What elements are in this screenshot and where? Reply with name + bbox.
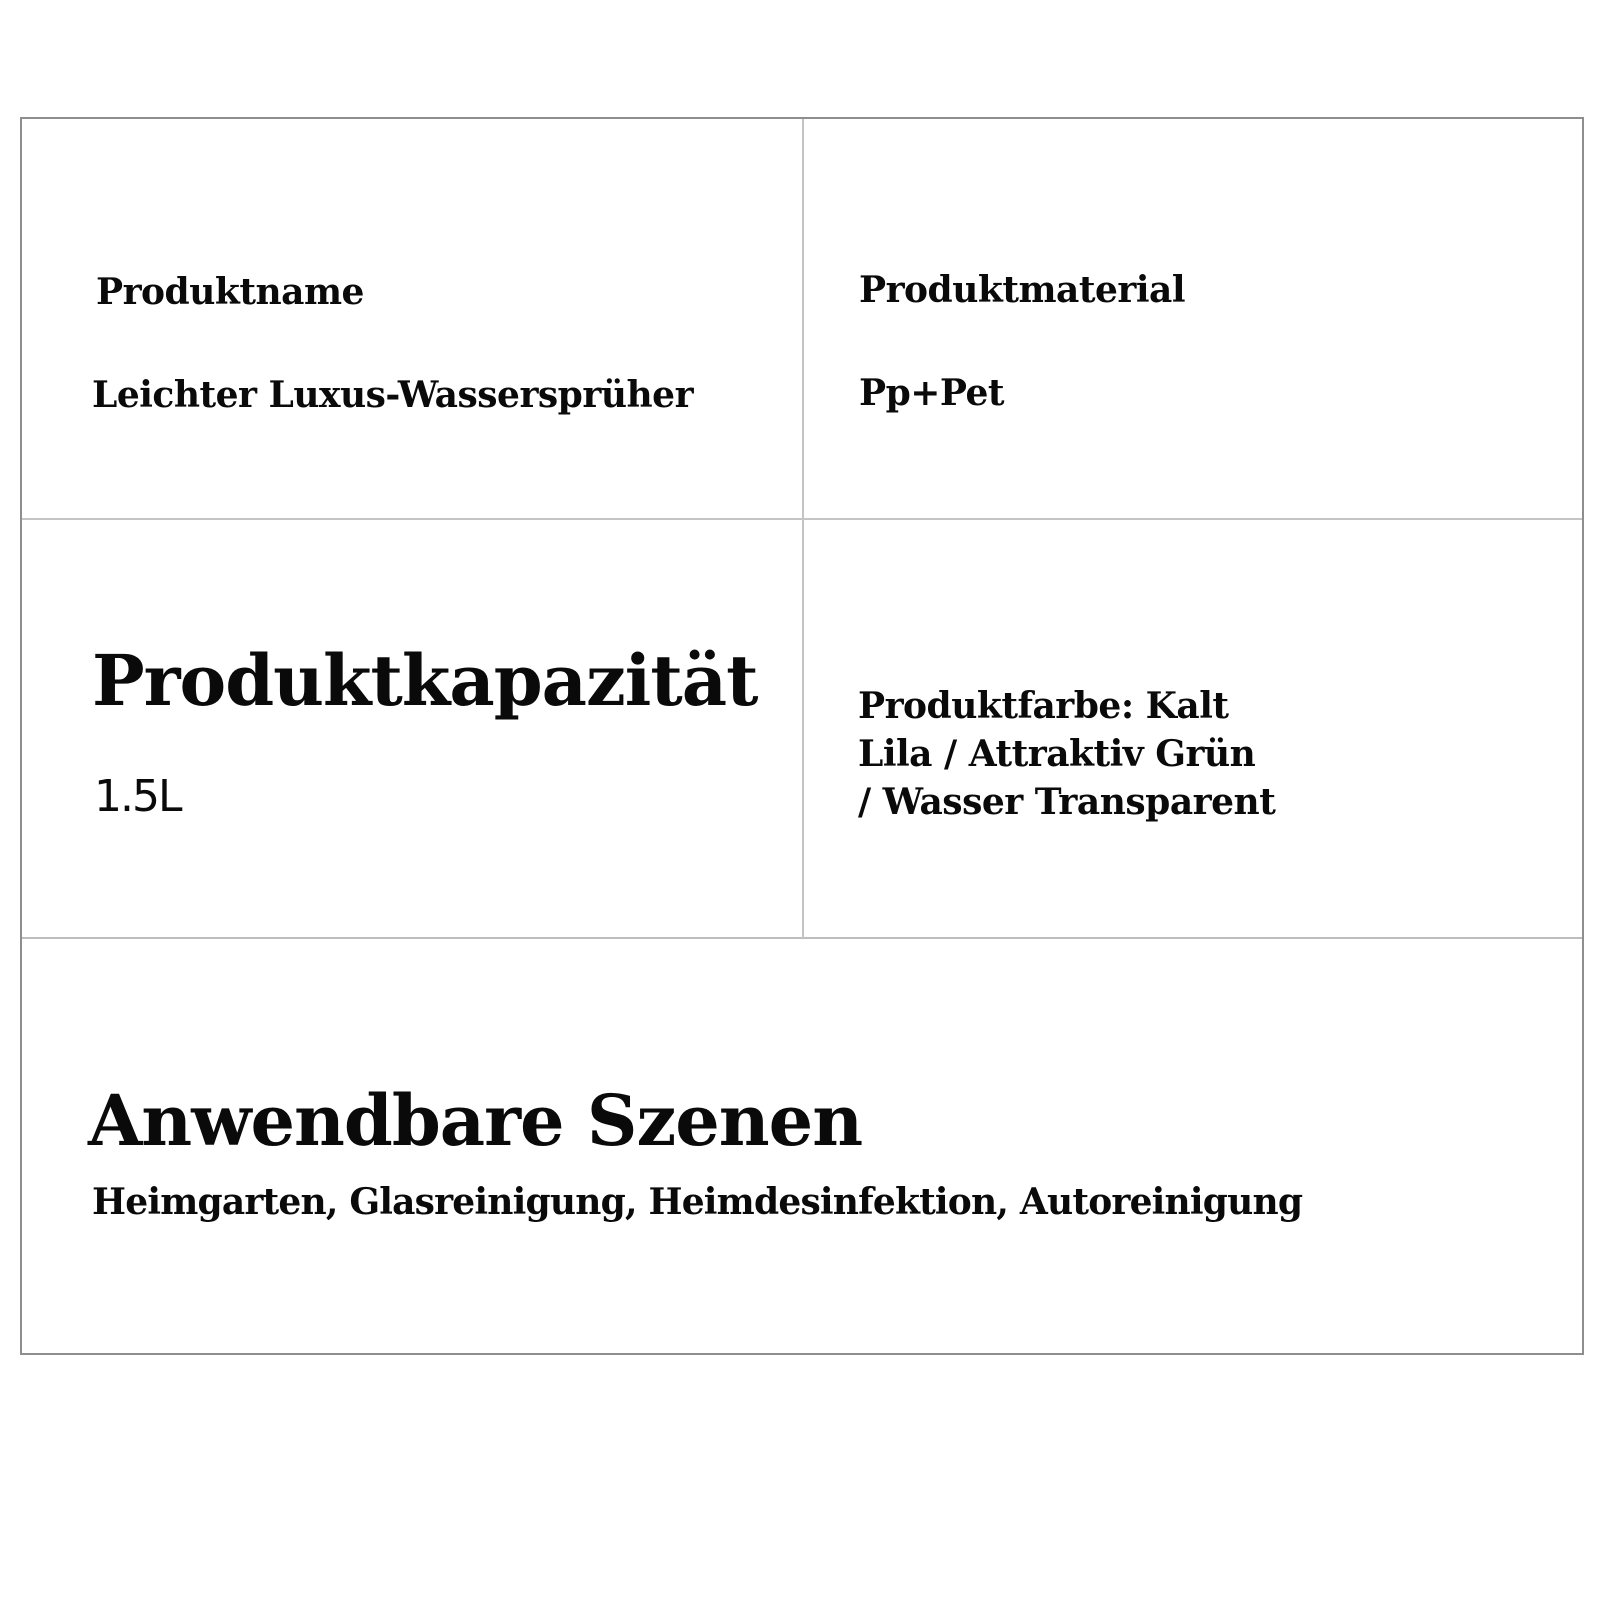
product-capacity-label: Produktkapazität <box>92 639 758 722</box>
product-material-value: Pp+Pet <box>859 372 1005 414</box>
product-capacity-value: 1.5L <box>94 771 181 822</box>
product-color-line: Lila / Attraktiv Grün <box>858 733 1256 775</box>
product-color-line: / Wasser Transparent <box>858 781 1276 823</box>
product-name-value: Leichter Luxus-Wassersprüher <box>92 374 694 416</box>
applicable-scenes-label: Anwendbare Szenen <box>88 1079 863 1162</box>
product-spec-table <box>20 117 1584 1355</box>
column-divider <box>802 119 804 938</box>
product-color-text <box>858 682 1275 826</box>
product-color-line: Produktfarbe: Kalt <box>858 685 1229 727</box>
product-name-label: Produktname <box>96 271 364 313</box>
applicable-scenes-value: Heimgarten, Glasreinigung, Heimdesinfektion, Autoreinigung <box>92 1181 1303 1223</box>
product-material-label: Produktmaterial <box>859 269 1186 311</box>
